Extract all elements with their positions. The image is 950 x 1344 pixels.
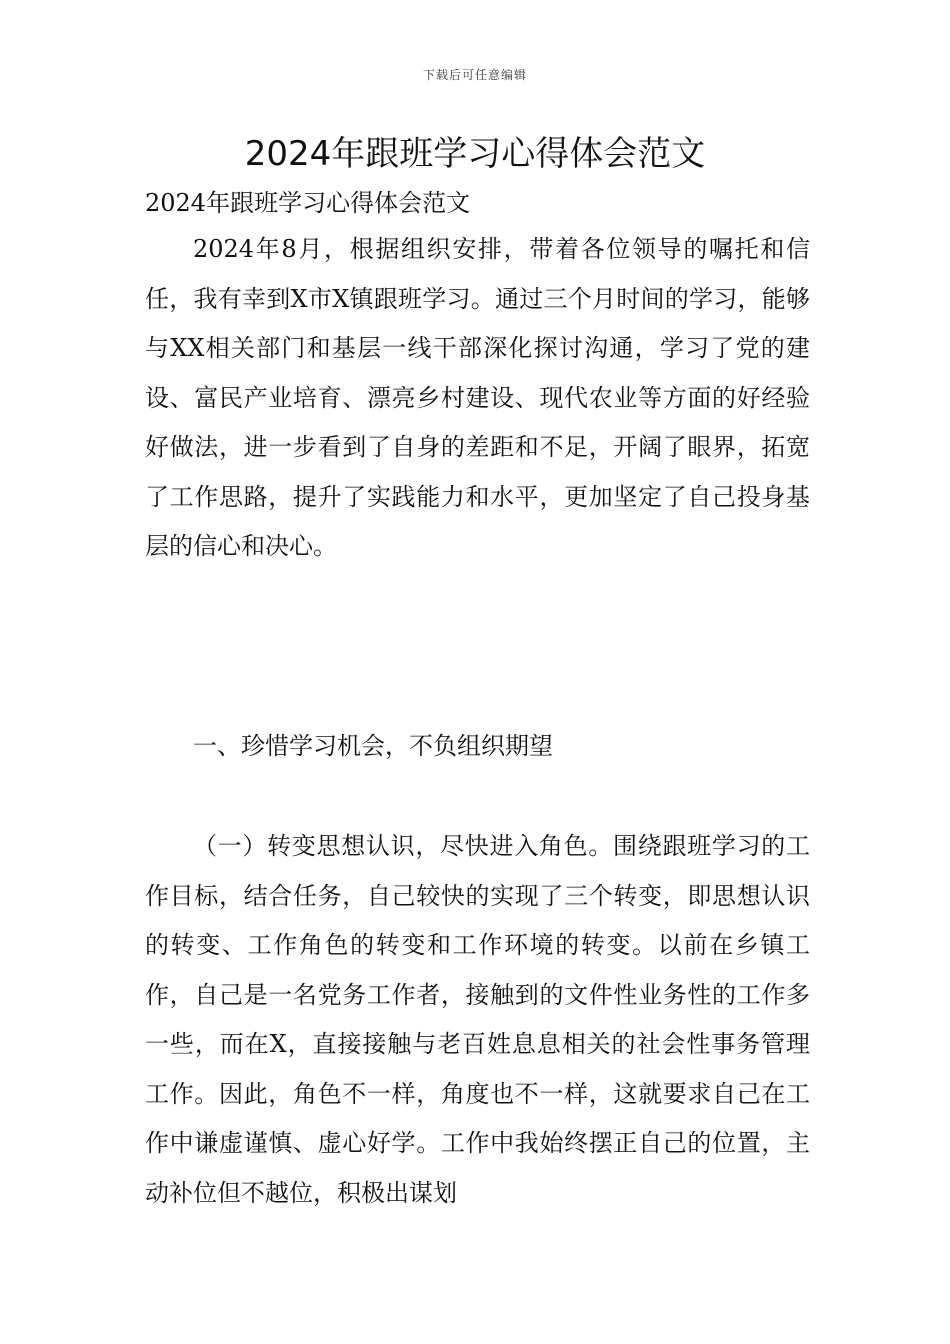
paragraph-intro: 2024年8月，根据组织安排，带着各位领导的嘱托和信任，我有幸到X市X镇跟班学习。通过三个月时间的学习，能够与XX相关部门和基层一线干部深化探讨沟通，学习了党的建设、富民产业培育、漂亮乡村建设、现代农业等方面的好经验好做法，进一步看到了自身的差距和不足，开阔了眼界，拓宽了工作思路，提升了实践能力和水平，更加坚定了自己投身基层的信心和决心。 xyxy=(145,235,810,560)
section-heading: 一、珍惜学习机会，不负组织期望 xyxy=(193,732,553,760)
document-title: 2024年跟班学习心得体会范文 xyxy=(244,134,706,174)
document-subtitle: 2024年跟班学习心得体会范文 xyxy=(145,189,471,217)
header-note: 下载后可任意编辑 xyxy=(422,68,527,82)
paragraph-section-1: （一）转变思想认识，尽快进入角色。围绕跟班学习的工作目标，结合任务，自己较快的实现了三个转变，即思想认识的转变、工作角色的转变和工作环境的转变。以前在乡镇工作，自己是一名党务工作者，接触到的文件性业务性的工作多一些，而在X，直接接触与老百姓息息相关的社会性事务管理工作。因此，角色不一样，角度也不一样，这就要求自己在工作中谦虚谨慎、虚心好学。工作中我始终摆正自己的位置，主动补位但不越位，积极出谋划 xyxy=(145,832,810,1207)
